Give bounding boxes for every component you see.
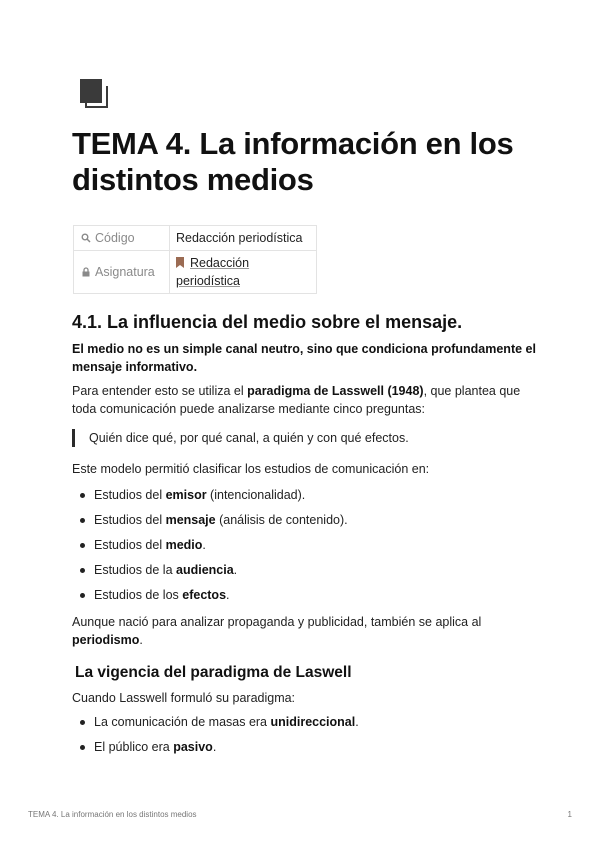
bullet-list <box>80 713 359 763</box>
book-icon <box>77 77 111 111</box>
paragraph: Aunque nació para analizar propaganda y publicidad, también se aplica al periodismo. <box>72 615 482 647</box>
footer-title: TEMA 4. La información en los distintos medios <box>28 810 197 819</box>
bookmark-icon <box>176 257 184 268</box>
list-item: El público era pasivo. <box>80 738 359 763</box>
property-key: Código <box>95 231 135 245</box>
lock-icon <box>81 267 91 277</box>
quote-block: Quién dice qué, por qué canal, a quién y con qué efectos. <box>72 429 409 447</box>
property-key: Asignatura <box>95 265 155 279</box>
paragraph: Este modelo permitió clasificar los estudios de comunicación en: <box>72 462 430 476</box>
list-item: Estudios de los efectos. <box>80 586 348 611</box>
property-row-codigo <box>74 226 317 251</box>
page-number: 1 <box>567 810 572 819</box>
bullet-list <box>80 486 348 611</box>
paragraph: Para entender esto se utiliza el paradigma de Lasswell (1948), que plantea que toda comunicación puede analizarse mediante cinco preguntas: <box>72 384 521 416</box>
page-title: TEMA 4. La información en los distintos medios <box>72 126 514 197</box>
section-heading: 4.1. La influencia del medio sobre el mensaje. <box>72 312 463 332</box>
list-item: Estudios del emisor (intencionalidad). <box>80 486 348 511</box>
subsection-heading: La vigencia del paradigma de Laswell <box>75 664 352 681</box>
properties-table <box>73 225 317 294</box>
property-row-asignatura <box>74 251 317 294</box>
intro-paragraph: El medio no es un simple canal neutro, sino que condiciona profundamente el mensaje informativo. <box>72 342 536 374</box>
asignatura-link[interactable]: Redacción periodística <box>176 256 250 288</box>
list-item: La comunicación de masas era unidireccional. <box>80 713 359 738</box>
search-icon <box>81 233 91 243</box>
list-item: Estudios del medio. <box>80 536 348 561</box>
list-item: Estudios de la audiencia. <box>80 561 348 586</box>
property-value: Redacción periodística <box>170 226 317 251</box>
paragraph: Cuando Lasswell formuló su paradigma: <box>72 691 296 705</box>
list-item: Estudios del mensaje (análisis de contenido). <box>80 511 348 536</box>
